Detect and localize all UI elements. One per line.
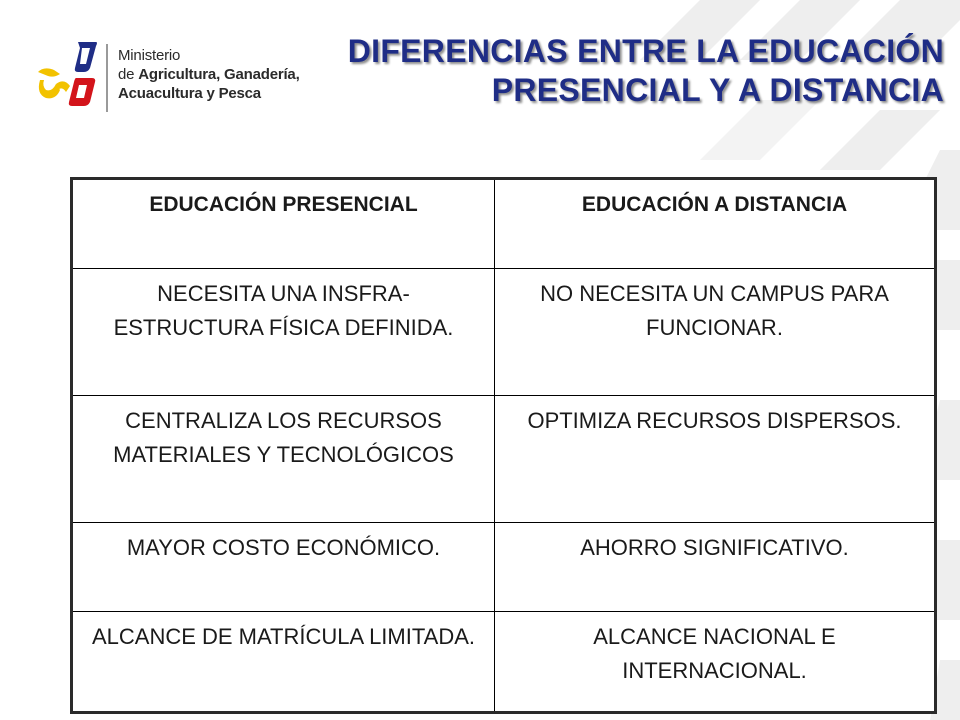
- header-distancia: EDUCACIÓN A DISTANCIA: [495, 179, 936, 269]
- table-row: [72, 523, 936, 612]
- slide-title-line1: DIFERENCIAS ENTRE LA EDUCACIÓN: [347, 33, 944, 69]
- slide-title: [284, 32, 944, 110]
- ministry-name-line2-bold: Agricultura, Ganadería,: [138, 66, 300, 83]
- table-row: [72, 612, 936, 713]
- slide-title-line2: PRESENCIAL Y A DISTANCIA: [491, 72, 944, 108]
- table-row: [72, 396, 936, 523]
- table-cell: CENTRALIZA LOS RECURSOS MATERIALES Y TECNOLÓGICOS: [72, 396, 495, 523]
- ministry-logo: [34, 38, 324, 122]
- table-cell: NECESITA UNA INSFRA-ESTRUCTURA FÍSICA DEFINIDA.: [72, 269, 495, 396]
- header-presencial: EDUCACIÓN PRESENCIAL: [72, 179, 495, 269]
- table-cell: ALCANCE NACIONAL E INTERNACIONAL.: [495, 612, 936, 713]
- table-row: [72, 269, 936, 396]
- table-cell: OPTIMIZA RECURSOS DISPERSOS.: [495, 396, 936, 523]
- table-cell: MAYOR COSTO ECONÓMICO.: [72, 523, 495, 612]
- table-cell: ALCANCE DE MATRÍCULA LIMITADA.: [72, 612, 495, 713]
- ministry-name-prefix: de: [118, 66, 139, 83]
- comparison-table-container: [70, 177, 934, 707]
- table-cell: NO NECESITA UN CAMPUS PARA FUNCIONAR.: [495, 269, 936, 396]
- comparison-table: [70, 177, 937, 714]
- ministry-emblem-icon: [34, 38, 114, 122]
- ministry-name-line3: Acuacultura y Pesca: [118, 85, 261, 102]
- ministry-name-line1: Ministerio: [118, 47, 181, 64]
- table-cell: AHORRO SIGNIFICATIVO.: [495, 523, 936, 612]
- table-header-row: [72, 179, 936, 269]
